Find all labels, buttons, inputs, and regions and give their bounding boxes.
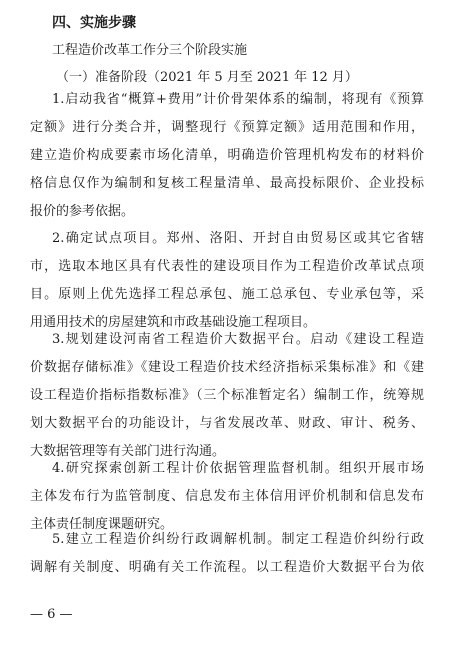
paragraph-line: 定额》进行分类合并，调整现行《预算定额》适用范围和作用， bbox=[30, 120, 424, 135]
paragraph-line: 1.启动我省“概算+费用”计价骨架体系的编制，将现有《预算 bbox=[52, 92, 424, 107]
paragraph-line: 调解有关制度、明确有关工作流程。以工程造价大数据平台为依 bbox=[30, 560, 424, 575]
paragraph-line: 主体发布行为监管制度、信息发布主体信用评价机制和信息发布 bbox=[30, 489, 424, 504]
paragraph-line: 3.规划建设河南省工程造价大数据平台。启动《建设工程造 bbox=[52, 332, 424, 347]
paragraph-line: 格信息仅作为编制和复核工程量清单、最高投标限价、企业投标 bbox=[30, 176, 424, 191]
paragraph-line: 4.研究探索创新工程计价依据管理监督机制。组织开展市场 bbox=[52, 461, 424, 476]
paragraph-line: 建立造价构成要素市场化清单，明确造价管理机构发布的材料价 bbox=[30, 148, 424, 163]
section-heading: 四、实施步骤 bbox=[52, 15, 136, 31]
paragraph-line: 报价的参考依据。 bbox=[30, 204, 135, 219]
paragraph-line: 5.建立工程造价纠纷行政调解机制。制定工程造价纠纷行政 bbox=[52, 532, 424, 547]
paragraph-line: 2.确定试点项目。郑州、洛阳、开封自由贸易区或其它省辖 bbox=[52, 231, 424, 246]
paragraph-line: 价数据存储标准》《建设工程造价技术经济指标采集标准》和《建 bbox=[30, 360, 424, 375]
paragraph-line: 划大数据平台的功能设计，与省发展改革、财政、审计、税务、 bbox=[30, 416, 424, 431]
paragraph-line: 主体责任制度课题研究。 bbox=[30, 517, 174, 532]
intro-line: 工程造价改革工作分三个阶段实施 bbox=[52, 43, 248, 58]
page-number: — 6 — bbox=[30, 607, 73, 622]
paragraph-line: 目。原则上优先选择工程总承包、施工总承包、专业承包等，采 bbox=[30, 287, 424, 302]
paragraph-line: 大数据管理等有关部门进行沟通。 bbox=[30, 444, 226, 459]
paragraph-5 bbox=[30, 526, 424, 582]
stage-heading: （一）准备阶段（2021 年 5 月至 2021 年 12 月） bbox=[56, 70, 358, 85]
paragraph-line: 设工程造价指标指数标准》（三个标准暂定名）编制工作，统筹规 bbox=[30, 388, 424, 403]
paragraph-line: 用通用技术的房屋建筑和市政基础设施工程项目。 bbox=[30, 315, 317, 330]
paragraph-3 bbox=[30, 326, 424, 466]
paragraph-line: 市，选取本地区具有代表性的建设项目作为工程造价改革试点项 bbox=[30, 259, 424, 274]
paragraph-1 bbox=[30, 86, 424, 226]
paragraph-2 bbox=[30, 225, 424, 337]
